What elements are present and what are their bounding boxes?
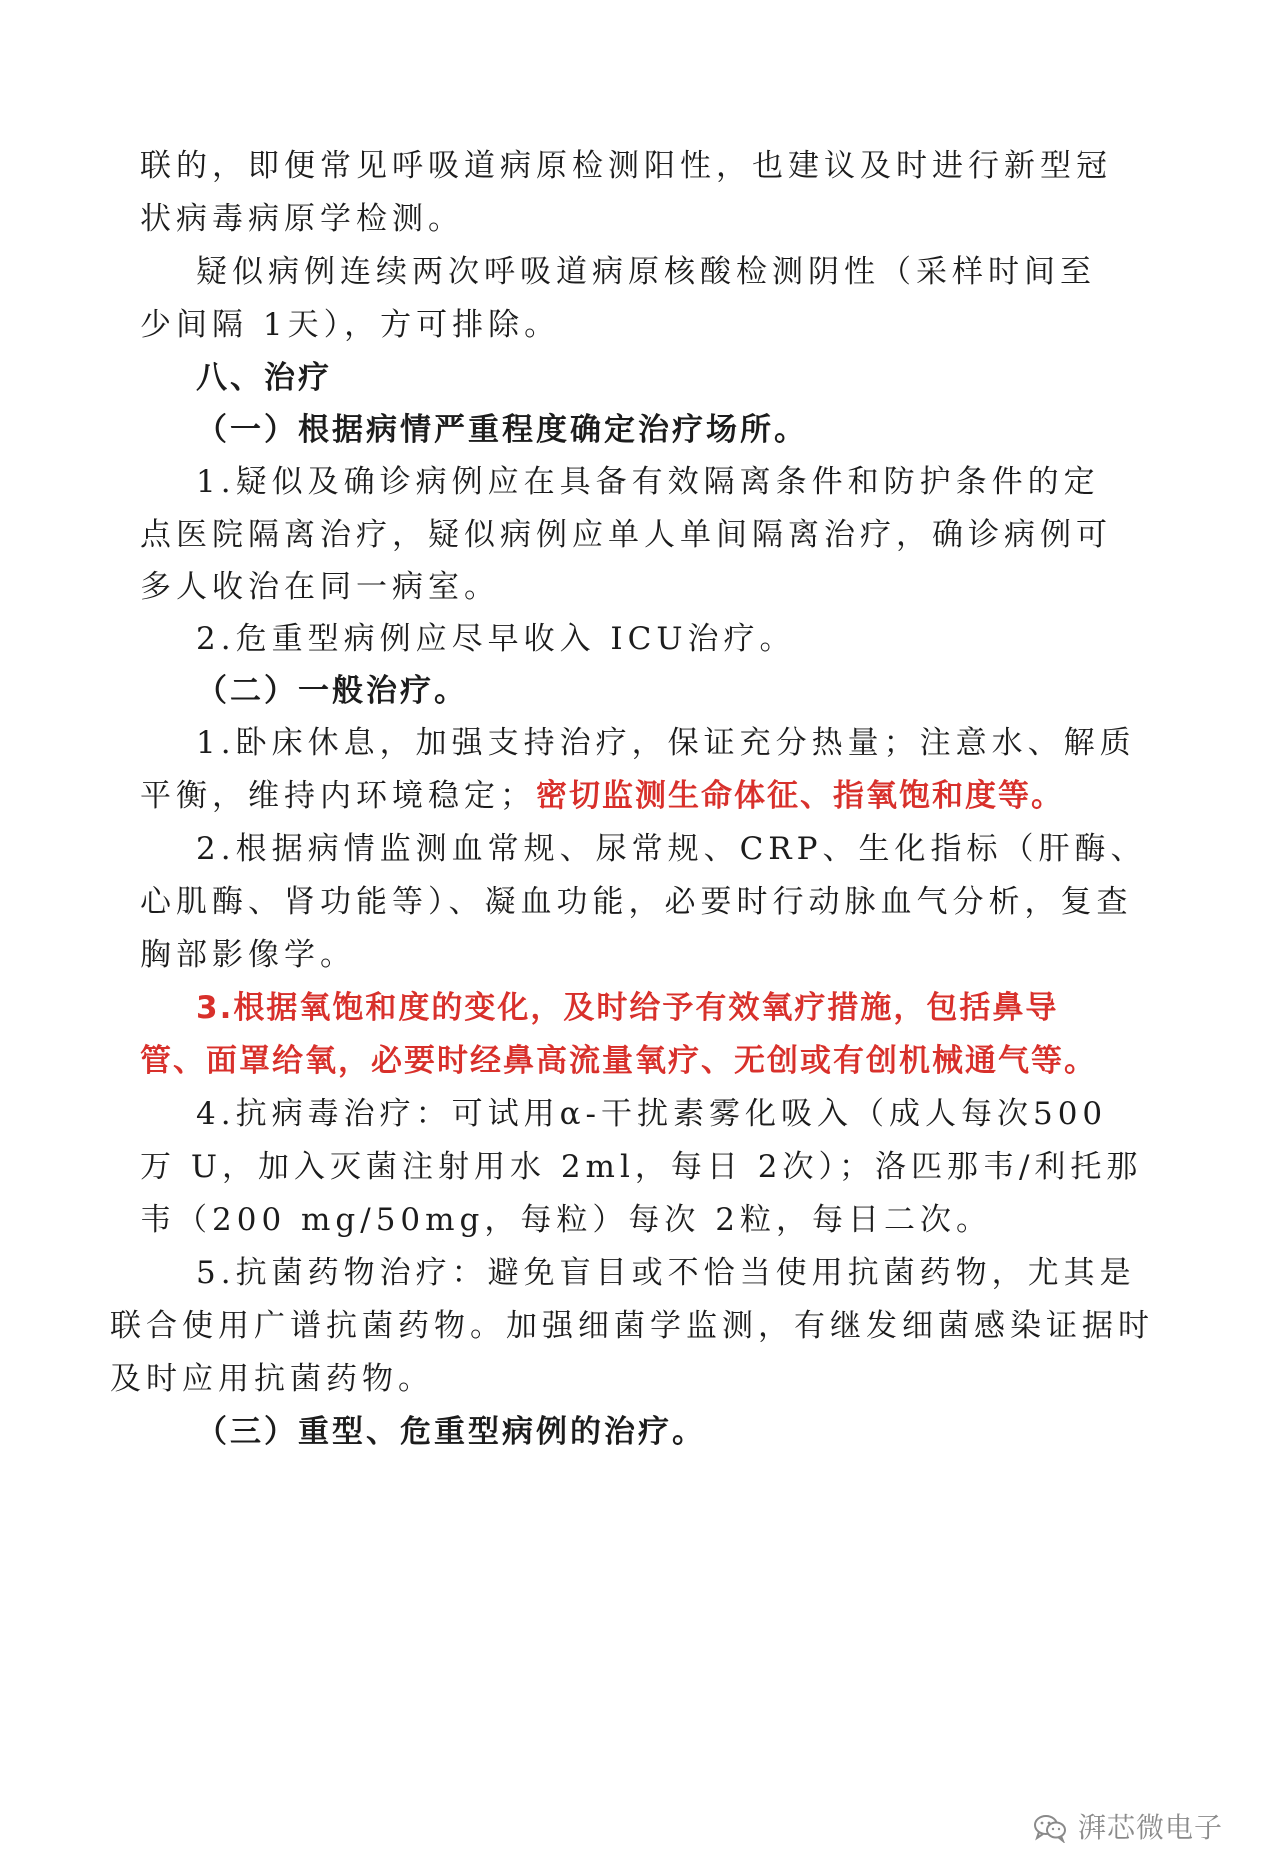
paragraph-line: 4.抗病毒治疗：可试用α-干扰素雾化吸入（成人每次500 [196, 1096, 1108, 1132]
paragraph-line: 联合使用广谱抗菌药物。加强细菌学监测，有继发细菌感染证据时 [110, 1308, 1154, 1344]
subsection-heading: （二）一般治疗。 [196, 673, 468, 709]
paragraph-line: 及时应用抗菌药物。 [110, 1361, 434, 1397]
paragraph-line: 疑似病例连续两次呼吸道病原核酸检测阴性（采样时间至 [196, 254, 1096, 290]
paragraph-line: 心肌酶、肾功能等）、凝血功能，必要时行动脉血气分析，复查 [140, 884, 1133, 920]
wechat-icon [1032, 1813, 1068, 1843]
paragraph-line: 1.卧床休息，加强支持治疗，保证充分热量；注意水、解质 [196, 725, 1136, 761]
paragraph-line: 联的，即便常见呼吸道病原检测阳性，也建议及时进行新型冠 [140, 148, 1112, 184]
highlighted-text: 密切监测生命体征、指氧饱和度等。 [536, 778, 1064, 814]
subsection-heading: （三）重型、危重型病例的治疗。 [196, 1414, 706, 1450]
paragraph-line [140, 776, 1064, 816]
watermark-text: 湃芯微电子 [1078, 1811, 1224, 1844]
subsection-heading: （一）根据病情严重程度确定治疗场所。 [196, 412, 808, 448]
paragraph-line: 韦（200 mg/50mg，每粒）每次 2粒，每日二次。 [140, 1202, 992, 1238]
paragraph-line: 2.危重型病例应尽早收入 ICU治疗。 [196, 621, 796, 657]
paragraph-line: 多人收治在同一病室。 [140, 569, 500, 605]
paragraph-line: 状病毒病原学检测。 [140, 201, 464, 237]
paragraph-line: 胸部影像学。 [140, 937, 356, 973]
highlighted-paragraph-line: 3.根据氧饱和度的变化，及时给予有效氧疗措施，包括鼻导 [196, 990, 1059, 1026]
paragraph-line: 2.根据病情监测血常规、尿常规、CRP、生化指标（肝酶、 [196, 831, 1147, 867]
paragraph-line: 5.抗菌药物治疗：避免盲目或不恰当使用抗菌药物，尤其是 [196, 1255, 1136, 1291]
paragraph-line: 少间隔 1天），方可排除。 [140, 307, 561, 343]
section-heading: 八、治疗 [196, 360, 332, 396]
paragraph-line: 万 U，加入灭菌注射用水 2ml，每日 2次）；洛匹那韦/利托那 [140, 1149, 1143, 1185]
highlighted-paragraph-line: 管、面罩给氧，必要时经鼻高流量氧疗、无创或有创机械通气等。 [140, 1043, 1097, 1079]
paragraph-line: 点医院隔离治疗，疑似病例应单人单间隔离治疗，确诊病例可 [140, 517, 1112, 553]
paragraph-line: 1.疑似及确诊病例应在具备有效隔离条件和防护条件的定 [196, 464, 1100, 500]
watermark [1032, 1808, 1223, 1848]
text-segment: 平衡，维持内环境稳定； [140, 778, 536, 814]
